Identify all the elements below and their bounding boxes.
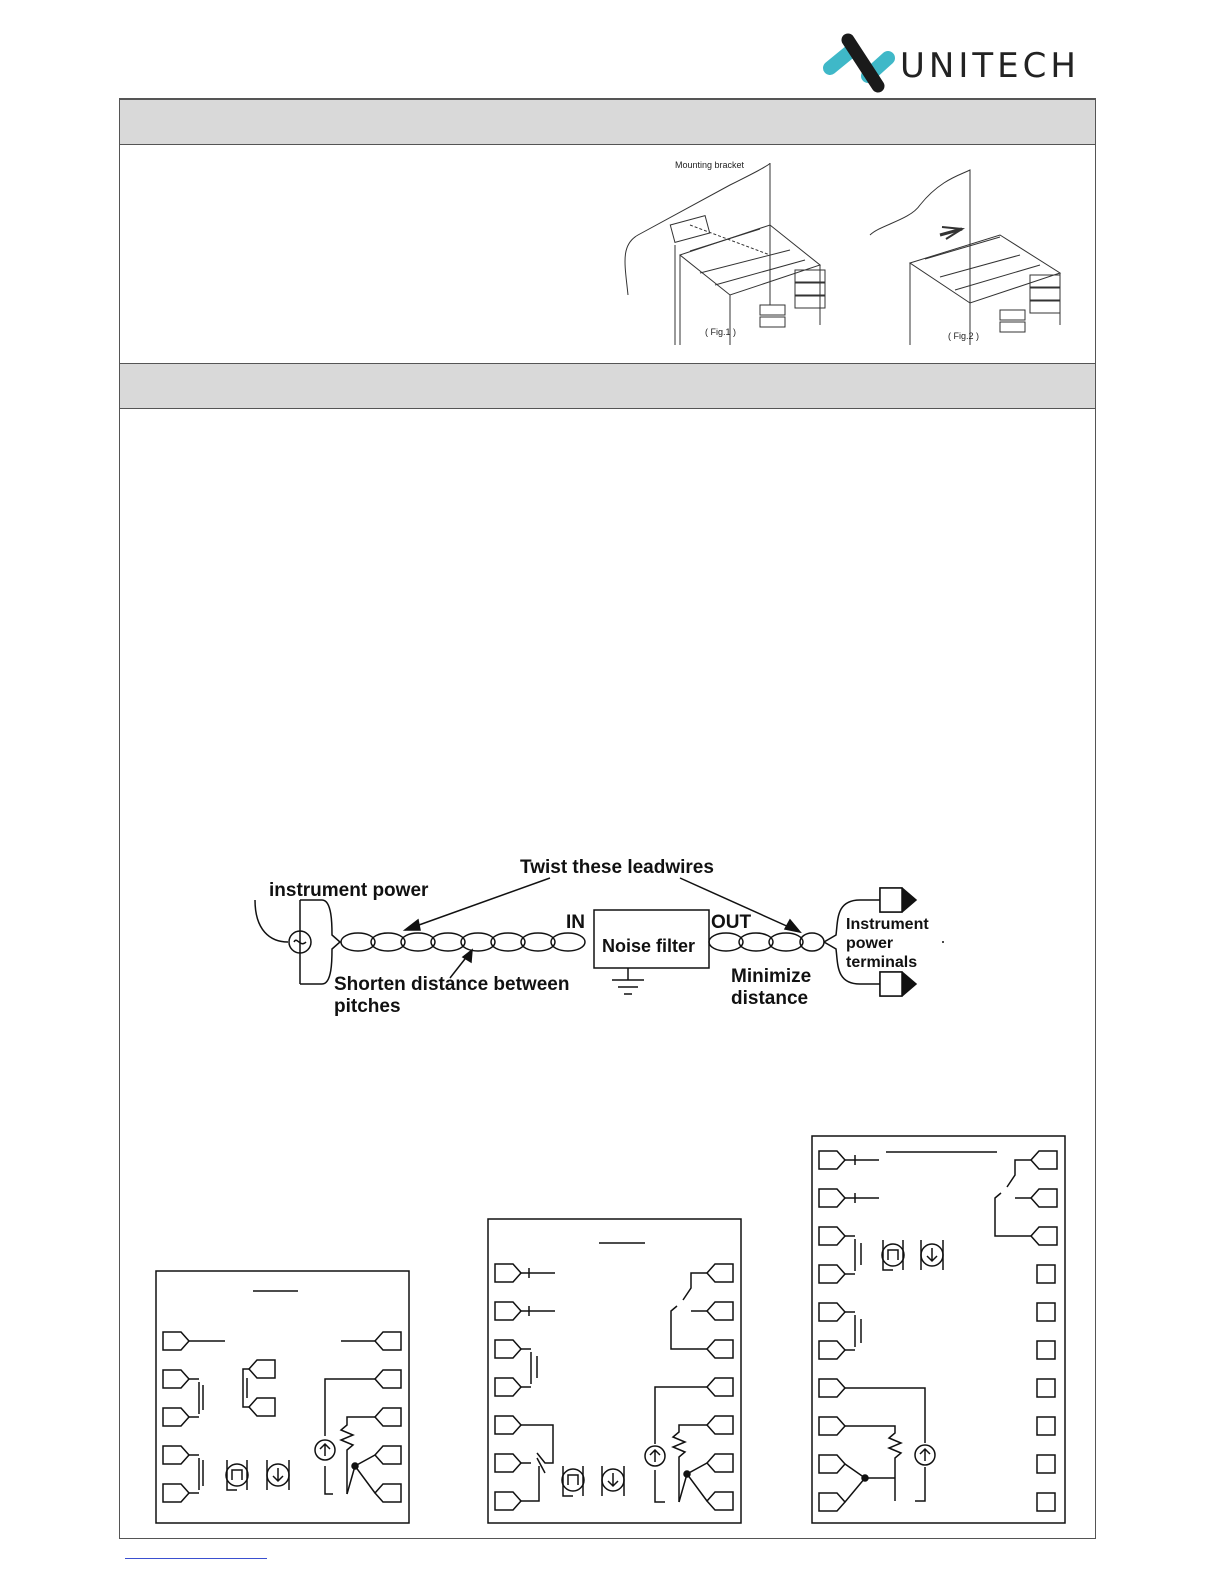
instrument-power-label: instrument power: [269, 880, 429, 901]
section-header-mounting: [120, 99, 1095, 145]
shorten-label-line2: pitches: [334, 996, 401, 1017]
mounting-figures: [620, 155, 1090, 355]
terminals-label-line1: Instrument: [846, 916, 929, 933]
unitech-logo: [822, 28, 1092, 98]
minimize-label-line1: Minimize: [731, 966, 812, 987]
fig2-label: ( Fig.2 ): [948, 331, 980, 341]
terminal-diagram-small: [155, 1270, 411, 1526]
terminals-label-line3: terminals: [846, 954, 918, 971]
terminal-diagram-large: [811, 1135, 1067, 1526]
noise-filter-diagram: [240, 850, 960, 1030]
minimize-label-line2: distance: [731, 988, 809, 1009]
out-label: OUT: [711, 912, 752, 933]
terminals-label-line2: power: [846, 935, 894, 952]
noise-filter-label: Noise filter: [602, 936, 696, 956]
shorten-label-line1: Shorten distance between: [334, 974, 570, 995]
logo-mark-icon: [822, 28, 898, 98]
fig1-label: ( Fig.1 ): [705, 327, 737, 337]
footer-link[interactable]: [125, 1558, 267, 1559]
in-label: IN: [566, 912, 585, 933]
bracket-label: Mounting bracket: [675, 160, 745, 170]
terminal-diagram-medium: [487, 1218, 743, 1526]
section-header-wiring: [120, 363, 1095, 409]
logo-text: UNITECH: [900, 46, 1080, 86]
twist-label: Twist these leadwires: [520, 857, 714, 878]
